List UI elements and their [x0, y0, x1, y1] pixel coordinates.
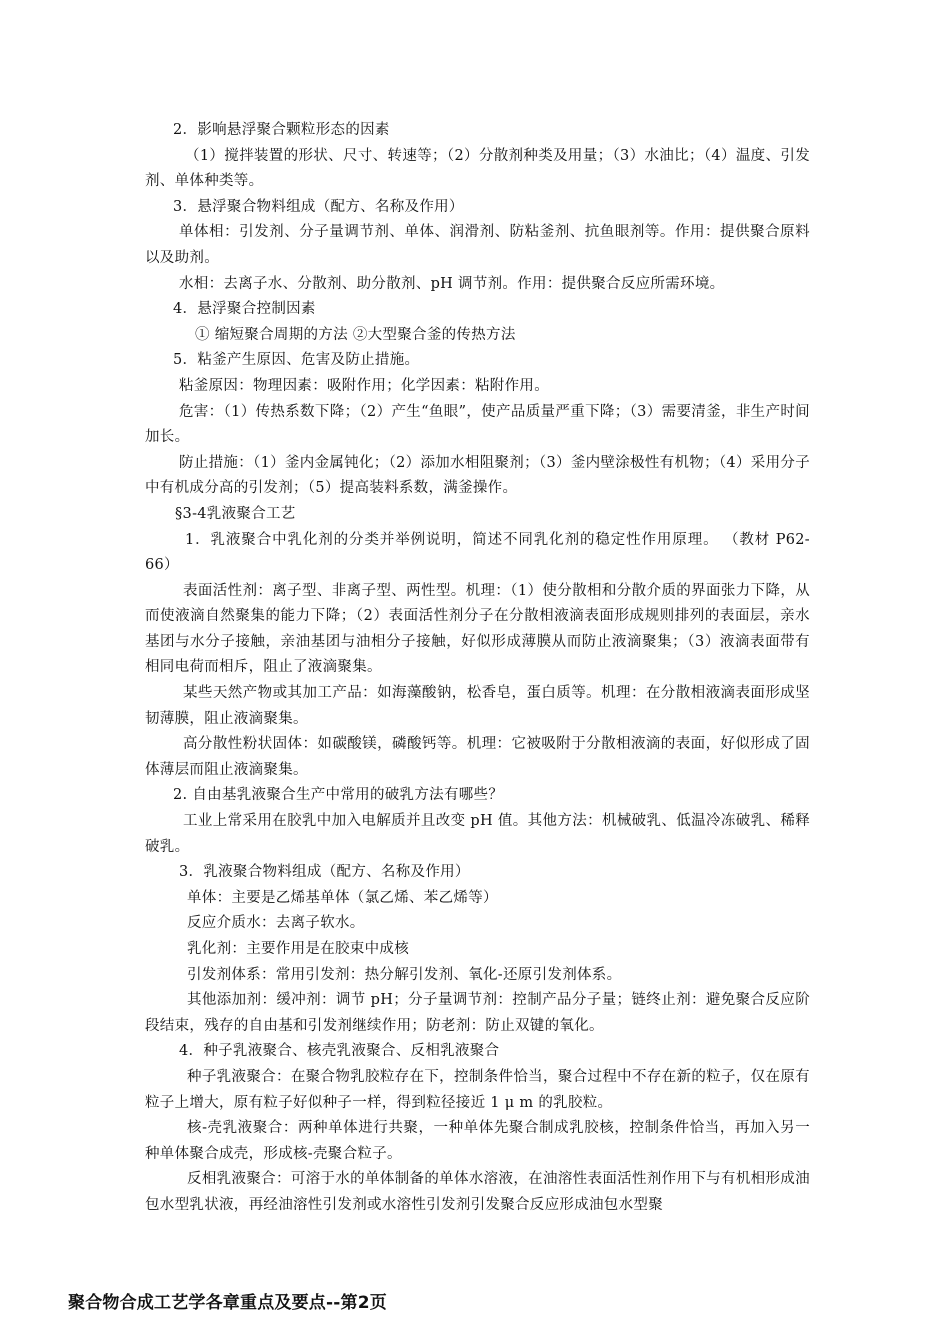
paragraph: 引发剂体系：常用引发剂：热分解引发剂、氧化-还原引发剂体系。 — [187, 966, 622, 983]
paragraph: ① 缩短聚合周期的方法 ②大型聚合釜的传热方法 — [195, 326, 516, 343]
paragraph: 2. 自由基乳液聚合生产中常用的破乳方法有哪些？ — [173, 787, 504, 804]
paragraph: 1．乳液聚合中乳化剂的分类并举例说明，简述不同乳化剂的稳定性作用原理。 （教材 P62-66） — [145, 531, 810, 574]
paragraph: 工业上常采用在胶乳中加入电解质并且改变 pH 值。其他方法：机械破乳、低温冷冻破乳、稀释破乳。 — [145, 813, 810, 855]
paragraph: 乳化剂：主要作用是在胶束中成核 — [187, 941, 409, 957]
paragraph: 其他添加剂：缓冲剂：调节 pH；分子量调节剂：控制产品分子量；链终止剂：避免聚合反应阶段结束，残存的自由基和引发剂继续作用；防老剂：防止双键的氧化。 — [145, 992, 810, 1034]
document-body — [145, 118, 810, 1219]
paragraph: 水相：去离子水、分散剂、助分散剂、pH 调节剂。作用：提供聚合反应所需环境。 — [179, 275, 725, 292]
paragraph: 反相乳液聚合：可溶于水的单体制备的单体水溶液，在油溶性表面活性剂作用下与有机相形成油包水型乳状液，再经油溶性引发剂或水溶性引发剂引发聚合反应形成油包水型聚 — [145, 1171, 810, 1213]
paragraph: 某些天然产物或其加工产品：如海藻酸钠，松香皂，蛋白质等。机理：在分散相液滴表面形成坚韧薄膜，阻止液滴聚集。 — [145, 685, 810, 727]
paragraph: 表面活性剂：离子型、非离子型、两性型。机理：（1）使分散相和分散介质的界面张力下降，从而使液滴自然聚集的能力下降；（2）表面活性剂分子在分散相液滴表面形成规则排列的表面层，亲水基团与水分子接触，亲油基团与油相分子接触，好似形成薄膜从而防止液滴聚集；（3）液滴表面带有相同电荷而相斥，阻止了液滴聚集。 — [145, 582, 810, 676]
paragraph: 核-壳乳液聚合：两种单体进行共聚，一种单体先聚合制成乳胶核，控制条件恰当，再加入另一种单体聚合成壳，形成核-壳聚合粒子。 — [145, 1120, 810, 1162]
paragraph: 高分散性粉状固体：如碳酸镁，磷酸钙等。机理：它被吸附于分散相液滴的表面，好似形成了固体薄层而阻止液滴聚集。 — [145, 736, 810, 778]
paragraph: 2．影响悬浮聚合颗粒形态的因素 — [173, 122, 390, 138]
paragraph: 单体：主要是乙烯基单体（氯乙烯、苯乙烯等） — [187, 889, 498, 906]
paragraph: 防止措施：（1）釜内金属钝化；（2）添加水相阻聚剂；（3）釜内壁涂极性有机物；（4）采用分子中有机成分高的引发剂；（5）提高装料系数，满釜操作。 — [145, 454, 810, 497]
paragraph: 3．乳液聚合物料组成（配方、名称及作用） — [179, 864, 470, 881]
page-footer: 聚合物合成工艺学各章重点及要点--第2页 — [68, 1293, 387, 1313]
paragraph: 种子乳液聚合：在聚合物乳胶粒存在下，控制条件恰当，聚合过程中不存在新的粒子，仅在原有粒子上增大，原有粒子好似种子一样，得到粒径接近 1 μ m 的乳胶粒。 — [145, 1068, 810, 1111]
paragraph: 危害：（1）传热系数下降；（2）产生“鱼眼”，使产品质量严重下降；（3）需要清釜，非生产时间加长。 — [145, 403, 810, 446]
paragraph: 4．悬浮聚合控制因素 — [173, 301, 316, 318]
paragraph: 4．种子乳液聚合、核壳乳液聚合、反相乳液聚合 — [179, 1043, 500, 1060]
section-heading: §3-4乳液聚合工艺 — [175, 505, 296, 522]
paragraph: 粘釜原因：物理因素：吸附作用；化学因素：粘附作用。 — [179, 377, 549, 394]
paragraph: （1）搅拌装置的形状、尺寸、转速等；（2）分散剂种类及用量；（3）水油比；（4）温度、引发剂、单体种类等。 — [145, 147, 810, 190]
paragraph: 单体相：引发剂、分子量调节剂、单体、润滑剂、防粘釜剂、抗鱼眼剂等。作用：提供聚合原料以及助剂。 — [145, 224, 810, 266]
paragraph: 5．粘釜产生原因、危害及防止措施。 — [173, 352, 420, 369]
paragraph: 3．悬浮聚合物料组成（配方、名称及作用） — [173, 198, 464, 215]
paragraph: 反应介质水：去离子软水。 — [187, 915, 365, 932]
